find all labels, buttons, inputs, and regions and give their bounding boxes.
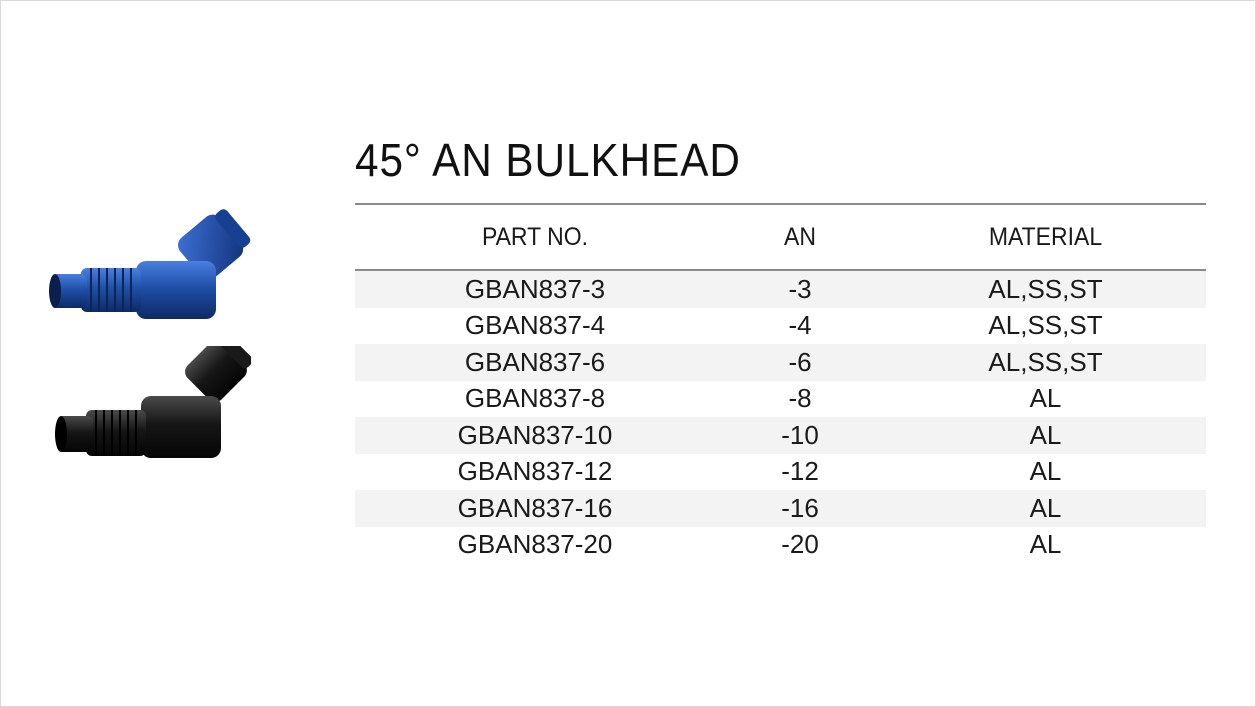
table-row: [355, 454, 1206, 491]
cell-part-no: GBAN837-4: [464, 310, 606, 341]
cell-material: AL: [1029, 529, 1062, 560]
table-row: [355, 417, 1206, 454]
header-part-no: PART NO.: [481, 222, 589, 251]
cell-material: AL: [1029, 456, 1062, 487]
cell-an: -12: [781, 456, 819, 487]
table-row: [355, 527, 1206, 564]
cell-an: -8: [788, 383, 812, 414]
cell-material: AL: [1029, 419, 1062, 450]
parts-table: [355, 203, 1206, 563]
cell-material: AL,SS,ST: [988, 273, 1103, 304]
header-an: AN: [784, 222, 816, 251]
blue-fitting-image: [41, 206, 251, 341]
page-title: 45° AN BULKHEAD: [355, 134, 741, 186]
table-row: [355, 344, 1206, 381]
cell-part-no: GBAN837-6: [464, 346, 606, 377]
cell-material: AL: [1029, 383, 1062, 414]
header-material: MATERIAL: [988, 222, 1103, 251]
cell-an: -6: [788, 346, 812, 377]
cell-part-no: GBAN837-16: [457, 492, 613, 523]
black-fitting-image: [41, 346, 251, 486]
cell-material: AL,SS,ST: [988, 346, 1103, 377]
table-body: [355, 271, 1206, 563]
table-row: [355, 490, 1206, 527]
cell-material: AL: [1029, 492, 1062, 523]
cell-part-no: GBAN837-20: [457, 529, 613, 560]
cell-an: -3: [788, 273, 812, 304]
cell-part-no: GBAN837-10: [457, 419, 613, 450]
table-row: [355, 271, 1206, 308]
cell-part-no: GBAN837-8: [464, 383, 606, 414]
table-row: [355, 381, 1206, 418]
cell-an: -4: [788, 310, 812, 341]
cell-part-no: GBAN837-3: [464, 273, 606, 304]
product-images: [41, 206, 261, 506]
cell-an: -20: [781, 529, 819, 560]
cell-material: AL,SS,ST: [988, 310, 1103, 341]
cell-part-no: GBAN837-12: [457, 456, 613, 487]
cell-an: -10: [781, 419, 819, 450]
table-header: [355, 205, 1206, 271]
cell-an: -16: [781, 492, 819, 523]
table-row: [355, 308, 1206, 345]
